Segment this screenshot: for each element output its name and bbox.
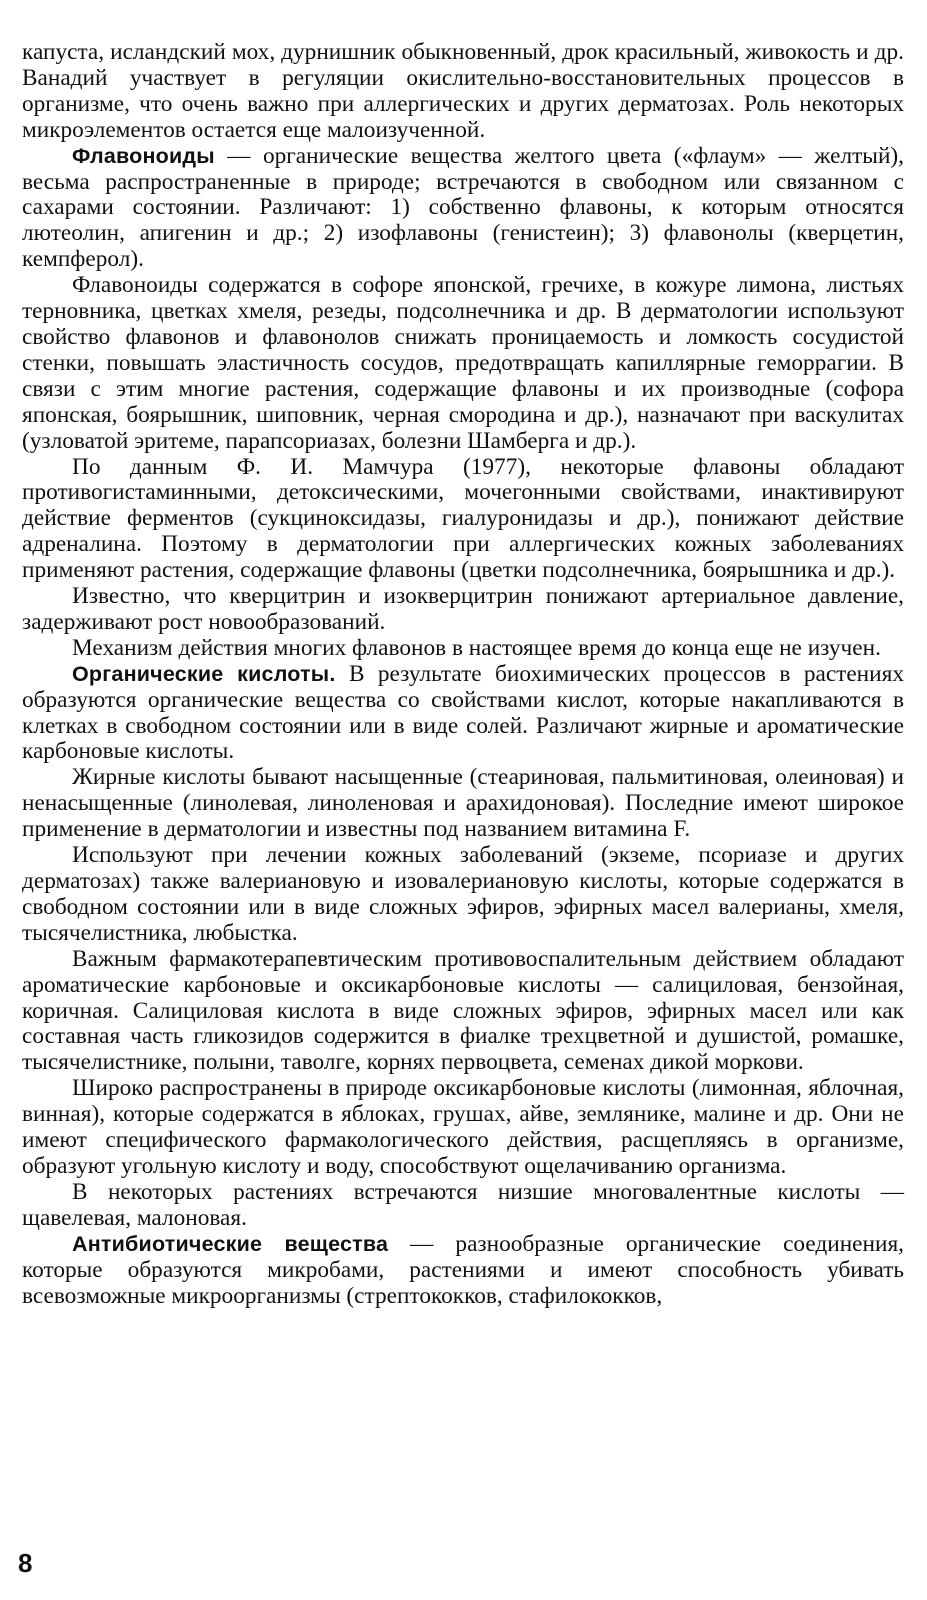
paragraph-valeric-acids xyxy=(22,843,904,947)
paragraph-text: Широко распространены в природе оксикарбоновые кислоты (лимонная, яблочная, винная), которые содержатся в яблоках, грушах, айве, землянике, малине и др. Они не имеют специфического фармакологического действия, расщепляясь в организме, образуют угольную кислоту и воду, способствуют ощелачиванию организма. xyxy=(22,1075,904,1179)
paragraph-microelements xyxy=(22,40,904,144)
paragraph-text: Механизм действия многих флавонов в настоящее время до конца еще не изучен. xyxy=(72,634,881,661)
paragraph-oxycarbonic-acids xyxy=(22,1076,904,1180)
paragraph-quercitrin xyxy=(22,584,904,636)
paragraph-text: капуста, исландский мох, дурнишник обыкновенный, дрок красильный, живокость и др. Ванадий участвует в регуляции окислительно-восстановительных процессов в организме, что очень важно при аллергических и других дерматозах. Роль некоторых микроэлементов остается еще малоизученной. xyxy=(22,39,904,143)
paragraph-text: Используют при лечении кожных заболеваний (экземе, псориазе и других дерматозах) также валериановую и изовалериановую кислоты, которые содержатся в свободном состоянии или в виде сложных эфиров, эфирных масел валерианы, хмеля, тысячелистника, любыстка. xyxy=(22,842,904,946)
paragraph-text: Флавоноиды содержатся в софоре японской, гречихе, в кожуре лимона, листьях терновника, цветках хмеля, резеды, подсолнечника и др. В дерматологии используют свойство флавонов и флавонолов снижать проницаемость и ломкость сосудистой стенки, повышать эластичность сосудов, предотвращать капиллярные геморрагии. В связи с этим многие растения, содержащие флавоны и их производные (софора японская, боярышник, шиповник, черная смородина и др.), назначают при васкулитах (узловатой эритеме, парапсориазах, болезни Шамберга и др.). xyxy=(22,272,904,454)
paragraph-text: Важным фармакотерапевтическим противовоспалительным действием обладают ароматические карбоновые и оксикарбоновые кислоты — салициловая, бензойная, коричная. Салициловая кислота в виде сложных эфиров, эфирных масел или как составная часть гликозидов содержится в фиалке трехцветной и душистой, ромашке, тысячелистнике, полыни, таволге, корнях первоцвета, семенах дикой моркови. xyxy=(22,945,904,1076)
term-organic-acids: Органические кислоты. xyxy=(72,661,336,686)
paragraph-text: — разнообразные органические соединения, которые образуются микробами, растениями и имеют способность убивать всевозможные микроорганизмы (стрептококков, стафилококков, xyxy=(22,1230,904,1309)
paragraph-text: По данным Ф. И. Мамчура (1977), некоторые флавоны обладают противогистаминными, детоксическими, мочегонными свойствами, инактивируют действие ферментов (сукциноксидазы, гиалуронидазы и др.), понижают действие адреналина. Поэтому в дерматологии при аллергических кожных заболеваниях применяют растения, содержащие флавоны (цветки подсолнечника, боярышника и др.). xyxy=(22,453,904,584)
page-body xyxy=(22,40,904,1309)
paragraph-lower-acids xyxy=(22,1180,904,1232)
paragraph-text: Жирные кислоты бывают насыщенные (стеариновая, пальмитиновая, олеиновая) и ненасыщенные (линолевая, линоленовая и арахидоновая). Последние имеют широкое применение в дерматологии и известны под названием витамина F. xyxy=(22,764,904,843)
paragraph-aromatic-acids xyxy=(22,947,904,1077)
paragraph-fatty-acids xyxy=(22,765,904,843)
paragraph-antibiotic-substances xyxy=(22,1232,904,1310)
paragraph-text: Известно, что кверцитрин и изокверцитрин понижают артериальное давление, задерживают рост новообразований. xyxy=(22,583,904,635)
paragraph-flavonoids-definition xyxy=(22,144,904,274)
paragraph-text: — органические вещества желтого цвета («флаум» — желтый), весьма распространенные в природе; встречаются в свободном или связанном с сахарами состоянии. Различают: 1) собственно флавоны, к которым относятся лютеолин, апигенин и др.; 2) изофлавоны (генистеин); 3) флавонолы (кверцетин, кемпферол). xyxy=(22,142,904,273)
paragraph-flavonoids-sources xyxy=(22,273,904,454)
term-antibiotic-substances: Антибиотические вещества xyxy=(72,1231,389,1256)
term-flavonoids: Флавоноиды xyxy=(72,143,215,168)
paragraph-organic-acids xyxy=(22,662,904,766)
paragraph-mamchur-data xyxy=(22,455,904,585)
paragraph-mechanism xyxy=(22,636,904,662)
paragraph-text: В некоторых растениях встречаются низшие многовалентные кислоты — щавелевая, малоновая. xyxy=(22,1178,904,1231)
paragraph-text: В результате биохимических процессов в растениях образуются органические вещества со свойствами кислот, которые накапливаются в клетках в свободном состоянии или в виде солей. Различают жирные и ароматические карбоновые кислоты. xyxy=(22,660,904,765)
page-number: 8 xyxy=(18,1548,33,1578)
